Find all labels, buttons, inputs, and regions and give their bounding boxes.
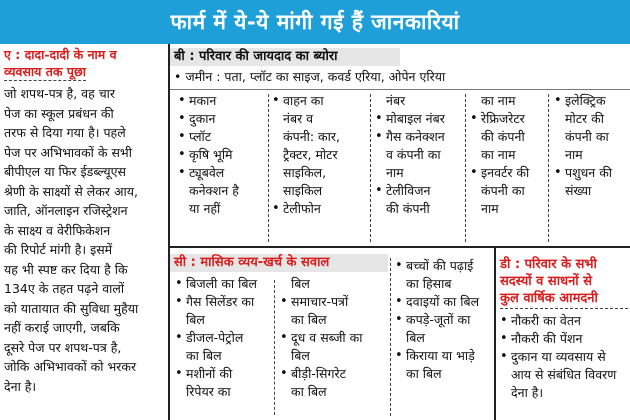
list-item-line: • बिजली का बिल <box>186 276 257 291</box>
col-divider <box>465 94 466 242</box>
section-d-heading: डी : परिवार के सभी सदस्यों व साधनों से कुल वार्षिक आमदनी <box>500 256 628 309</box>
list-item-line: नाम <box>481 201 499 216</box>
list-item-line: नाम <box>386 165 404 180</box>
list-item <box>470 164 556 218</box>
page-title: फार्म में ये-ये मांगी गई हैं जानकारियां <box>170 10 460 34</box>
list-item <box>375 182 467 218</box>
list-item-line: नंबर व <box>283 111 314 126</box>
list-item-line: • प्लॉट <box>189 129 212 144</box>
body-line: बीपीएल या फिर ईडब्ल्यूएस <box>4 164 126 179</box>
section-a-heading: ए : दादा-दादी के नाम व व्यवसाय तक पूछा <box>4 47 117 79</box>
body-line: की रिपोर्ट मांगी है। इसमें <box>4 242 113 257</box>
list-item-line: बिल <box>291 348 310 363</box>
list-item-line: साइकिल <box>283 183 323 198</box>
list-item-line: • मोबाइल नंबर <box>386 111 445 126</box>
list-item-line: • डीजल-पेट्रोल <box>186 330 244 345</box>
list-item-line: • टेलीफोन <box>283 201 321 216</box>
land-details: • जमीन : पता, प्लॉट का साइज, कवर्ड एरिया, ओपेन एरिया <box>174 69 446 84</box>
col-divider <box>268 94 269 242</box>
continued-line: का नाम <box>481 93 516 108</box>
list-item <box>395 347 493 383</box>
list-item <box>280 329 388 365</box>
list-item-line: • पशुधन की <box>565 165 613 180</box>
list-item <box>175 275 275 293</box>
list-item-line: • बच्चों की पढ़ाई <box>406 258 474 273</box>
list-item-line: • कृषि भूमि <box>189 147 233 162</box>
list-item-line: ट्रैक्टर, मोटर <box>283 147 338 162</box>
list-item-line: • वाहन का <box>283 93 324 108</box>
list-item <box>500 348 628 402</box>
list-item-line: • दुकान या व्यवसाय से <box>511 349 606 364</box>
list-item-line: • दूध व सब्जी का <box>291 330 363 345</box>
body-line: जोकि अभिभावकों को भरकर <box>4 359 137 374</box>
body-line: तरफ से दिया गया है। पहले <box>4 125 126 140</box>
body-line: को यातायात की सुविधा मुहैया <box>4 300 139 316</box>
list-item <box>554 92 630 164</box>
assets-column-3 <box>375 92 467 218</box>
list-item-line: कनेक्शन है <box>189 183 239 198</box>
list-item-line: • इलेक्ट्रिक <box>565 93 606 108</box>
section-a-body <box>4 84 164 396</box>
list-item <box>178 92 270 110</box>
list-item-line: कंपनी का <box>565 129 609 144</box>
list-item <box>272 92 370 200</box>
list-item <box>375 128 467 182</box>
list-item-line: • समाचार-पत्रों <box>291 294 349 309</box>
list-item <box>280 365 388 401</box>
list-item <box>470 110 556 164</box>
list-item <box>175 365 275 401</box>
list-item-line: • कपड़े-जूतों का <box>406 312 471 327</box>
list-item-line: • दवाइयों का बिल <box>406 294 480 309</box>
section-d <box>500 256 628 309</box>
section-b <box>174 48 626 86</box>
divider-b-c <box>168 246 630 248</box>
continued-line: बिल <box>291 276 310 291</box>
list-item-line: बिल <box>186 312 205 327</box>
list-item <box>554 164 630 200</box>
list-item-line: का नाम <box>481 147 516 162</box>
list-item <box>272 200 370 218</box>
body-line: जाति, ऑनलाइन रजिस्ट्रेशन <box>4 203 128 218</box>
assets-column-1 <box>178 92 270 218</box>
list-item <box>178 110 270 128</box>
list-item-line: रिपेयर का <box>186 384 231 399</box>
income-items <box>500 312 628 402</box>
body-line: पेज पर अभिभावकों के सभी <box>4 144 132 160</box>
body-line: दूसरे पेज पर शपथ-पत्र है, <box>4 339 122 355</box>
body-line: यह भी स्पष्ट कर दिया है कि <box>4 261 128 277</box>
list-item <box>178 128 270 146</box>
list-item-line: कंपनी का <box>481 183 525 198</box>
col-divider <box>370 94 371 242</box>
list-item-line: • इनवर्टर की <box>481 165 530 180</box>
list-item <box>175 329 275 365</box>
list-item-line: आय से संबंधित विवरण <box>511 367 617 382</box>
list-item-line: की कंपनी <box>481 129 525 144</box>
section-b-rule <box>170 89 630 90</box>
section-c <box>174 254 394 271</box>
list-item-line: देना है। <box>511 385 544 400</box>
list-item <box>395 311 493 347</box>
body-line: नहीं कराई जाएगी, जबकि <box>4 320 120 335</box>
assets-column-5 <box>554 92 630 200</box>
list-item-line: का हिसाब <box>406 276 452 291</box>
list-item <box>280 293 388 329</box>
section-c-heading: सी : मासिक व्यय-खर्च के सवाल <box>174 255 330 270</box>
list-item-line: • मशीनों की <box>186 366 233 381</box>
list-item <box>500 330 628 348</box>
body-line: जो शपथ-पत्र है, वह चार <box>4 86 115 101</box>
list-item-line: • रेफ्रिजरेटर <box>481 111 525 126</box>
list-item-line: का बिल <box>406 366 442 381</box>
list-item <box>500 312 628 330</box>
list-item-line: संख्या <box>565 183 592 198</box>
expense-column-1 <box>175 275 275 401</box>
list-item-line: मोटर की <box>565 111 604 126</box>
list-item-line: • नौकरी की पेंशन <box>511 331 583 346</box>
body-line: के साक्ष्य व वेरीफिकेशन <box>4 222 111 238</box>
list-item-line: साइकिल, <box>283 165 327 180</box>
col-divider <box>274 280 275 415</box>
list-item-line: • किराया या भाड़े <box>406 348 475 363</box>
assets-column-2 <box>272 92 370 218</box>
section-a <box>4 46 164 396</box>
list-item-line: व कंपनी का <box>386 147 441 162</box>
list-item <box>178 164 270 218</box>
list-item-line: • गैस सिलेंडर का <box>186 294 255 309</box>
section-b-heading: बी : परिवार की जायदाद का ब्योरा <box>174 49 338 64</box>
list-item-line: नाम <box>565 147 583 162</box>
list-item-line: का बिल <box>186 348 222 363</box>
list-item <box>375 110 467 128</box>
list-item-line: • मकान <box>189 93 217 108</box>
list-item-line: का बिल <box>291 384 327 399</box>
continued-line: नंबर <box>386 93 406 108</box>
body-line: देना है। <box>4 378 37 394</box>
body-line: श्रेणी के साक्ष्यों से लेकर आय, <box>4 183 138 199</box>
list-item-line: का बिल <box>291 312 327 327</box>
list-item-line: • नौकरी का वेतन <box>511 313 581 328</box>
divider-a-b <box>168 44 170 420</box>
list-item-line: • दुकान <box>189 111 216 126</box>
list-item-line: बिल <box>406 330 425 345</box>
col-divider <box>390 258 391 416</box>
list-item-line: • ट्यूबवेल <box>189 165 225 180</box>
col-divider <box>548 94 549 242</box>
list-item <box>395 257 493 293</box>
expense-column-2 <box>280 275 388 401</box>
divider-c-d <box>494 248 496 420</box>
list-item-line: • टेलीविजन <box>386 183 431 198</box>
body-line: पेज का स्कूल प्रबंधन की <box>4 105 114 121</box>
list-item-line: • बीड़ी-सिगरेट <box>291 366 346 381</box>
assets-column-4 <box>470 92 556 218</box>
expense-column-3 <box>395 257 493 383</box>
list-item <box>178 146 270 164</box>
list-item <box>395 293 493 311</box>
list-item-line: या नहीं <box>189 201 221 216</box>
list-item <box>175 293 275 329</box>
list-item-line: कंपनी: कार, <box>283 129 340 144</box>
list-item-line: की कंपनी <box>386 201 430 216</box>
list-item-line: • गैस कनेक्शन <box>386 129 445 144</box>
body-line: 134ए के तहत पढ़ने वालों <box>4 281 125 296</box>
